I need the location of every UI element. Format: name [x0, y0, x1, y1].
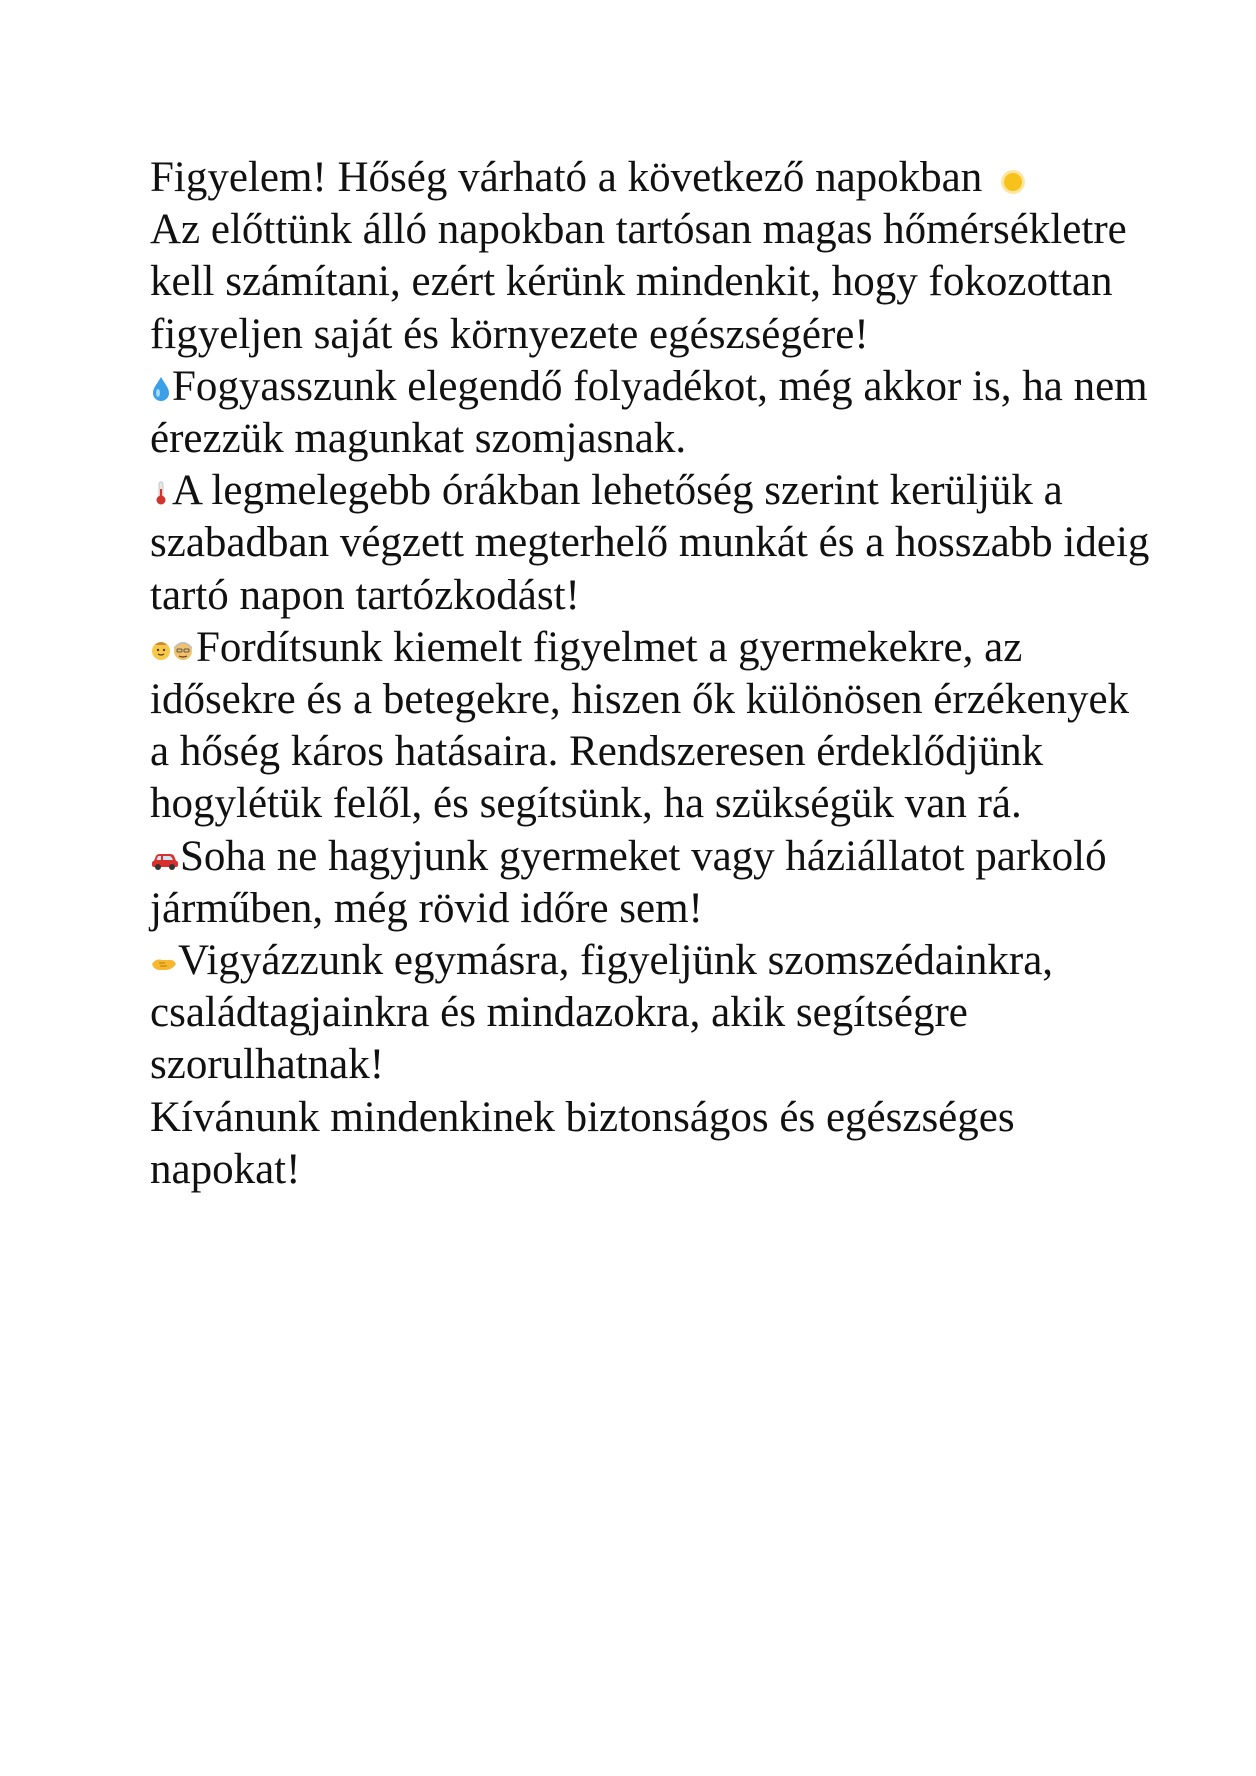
list-item — [150, 622, 1150, 831]
list-item-text: Fordítsunk kiemelt figyelmet a gyermekekre, az idősekre és a betegekre, hiszen ők különösen érzékenyek a hőség káros hatásaira. Rendszeresen érdeklődjünk hogylétük felől, és segítsünk, ha szükségük van rá. — [150, 623, 1130, 828]
intro-paragraph: Az előttünk álló napokban tartósan magas hőmérsékletre kell számítani, ezért kérünk mindenkit, hogy fokozottan figyeljen saját és környezete egészségére! — [150, 206, 1127, 358]
handshake-icon — [150, 953, 178, 975]
closing-paragraph: Kívánunk mindenkinek biztonságos és egészséges napokat! — [150, 1093, 1015, 1193]
list-item — [150, 831, 1150, 935]
child-and-elder-icon — [150, 637, 196, 663]
title-line — [150, 152, 1150, 204]
list-item — [150, 465, 1150, 622]
title-text: Figyelem! Hőség várható a következő napokban — [150, 154, 983, 201]
list-item — [150, 935, 1150, 1092]
list-item — [150, 361, 1150, 465]
list-item-text: A legmelegebb órákban lehetőség szerint kerüljük a szabadban végzett megterhelő munkát és a hosszabb ideig tartó napon tartózkodást! — [150, 467, 1150, 619]
list-item-text: Fogyasszunk elegendő folyadékot, még akkor is, ha nem érezzük magunkat szomjasnak. — [150, 362, 1148, 463]
document-body — [150, 152, 1150, 1196]
droplet-icon — [150, 376, 172, 402]
thermometer-icon — [150, 480, 172, 506]
list-item-text: Soha ne hagyjunk gyermeket vagy háziállatot parkoló járműben, még rövid időre sem! — [150, 832, 1107, 932]
list-item-text: Vigyázzunk egymásra, figyeljünk szomszédainkra, családtagjainkra és mindazokra, akik segítségre szorulhatnak! — [150, 937, 1054, 1089]
car-icon — [150, 849, 180, 871]
sun-icon — [999, 168, 1027, 196]
